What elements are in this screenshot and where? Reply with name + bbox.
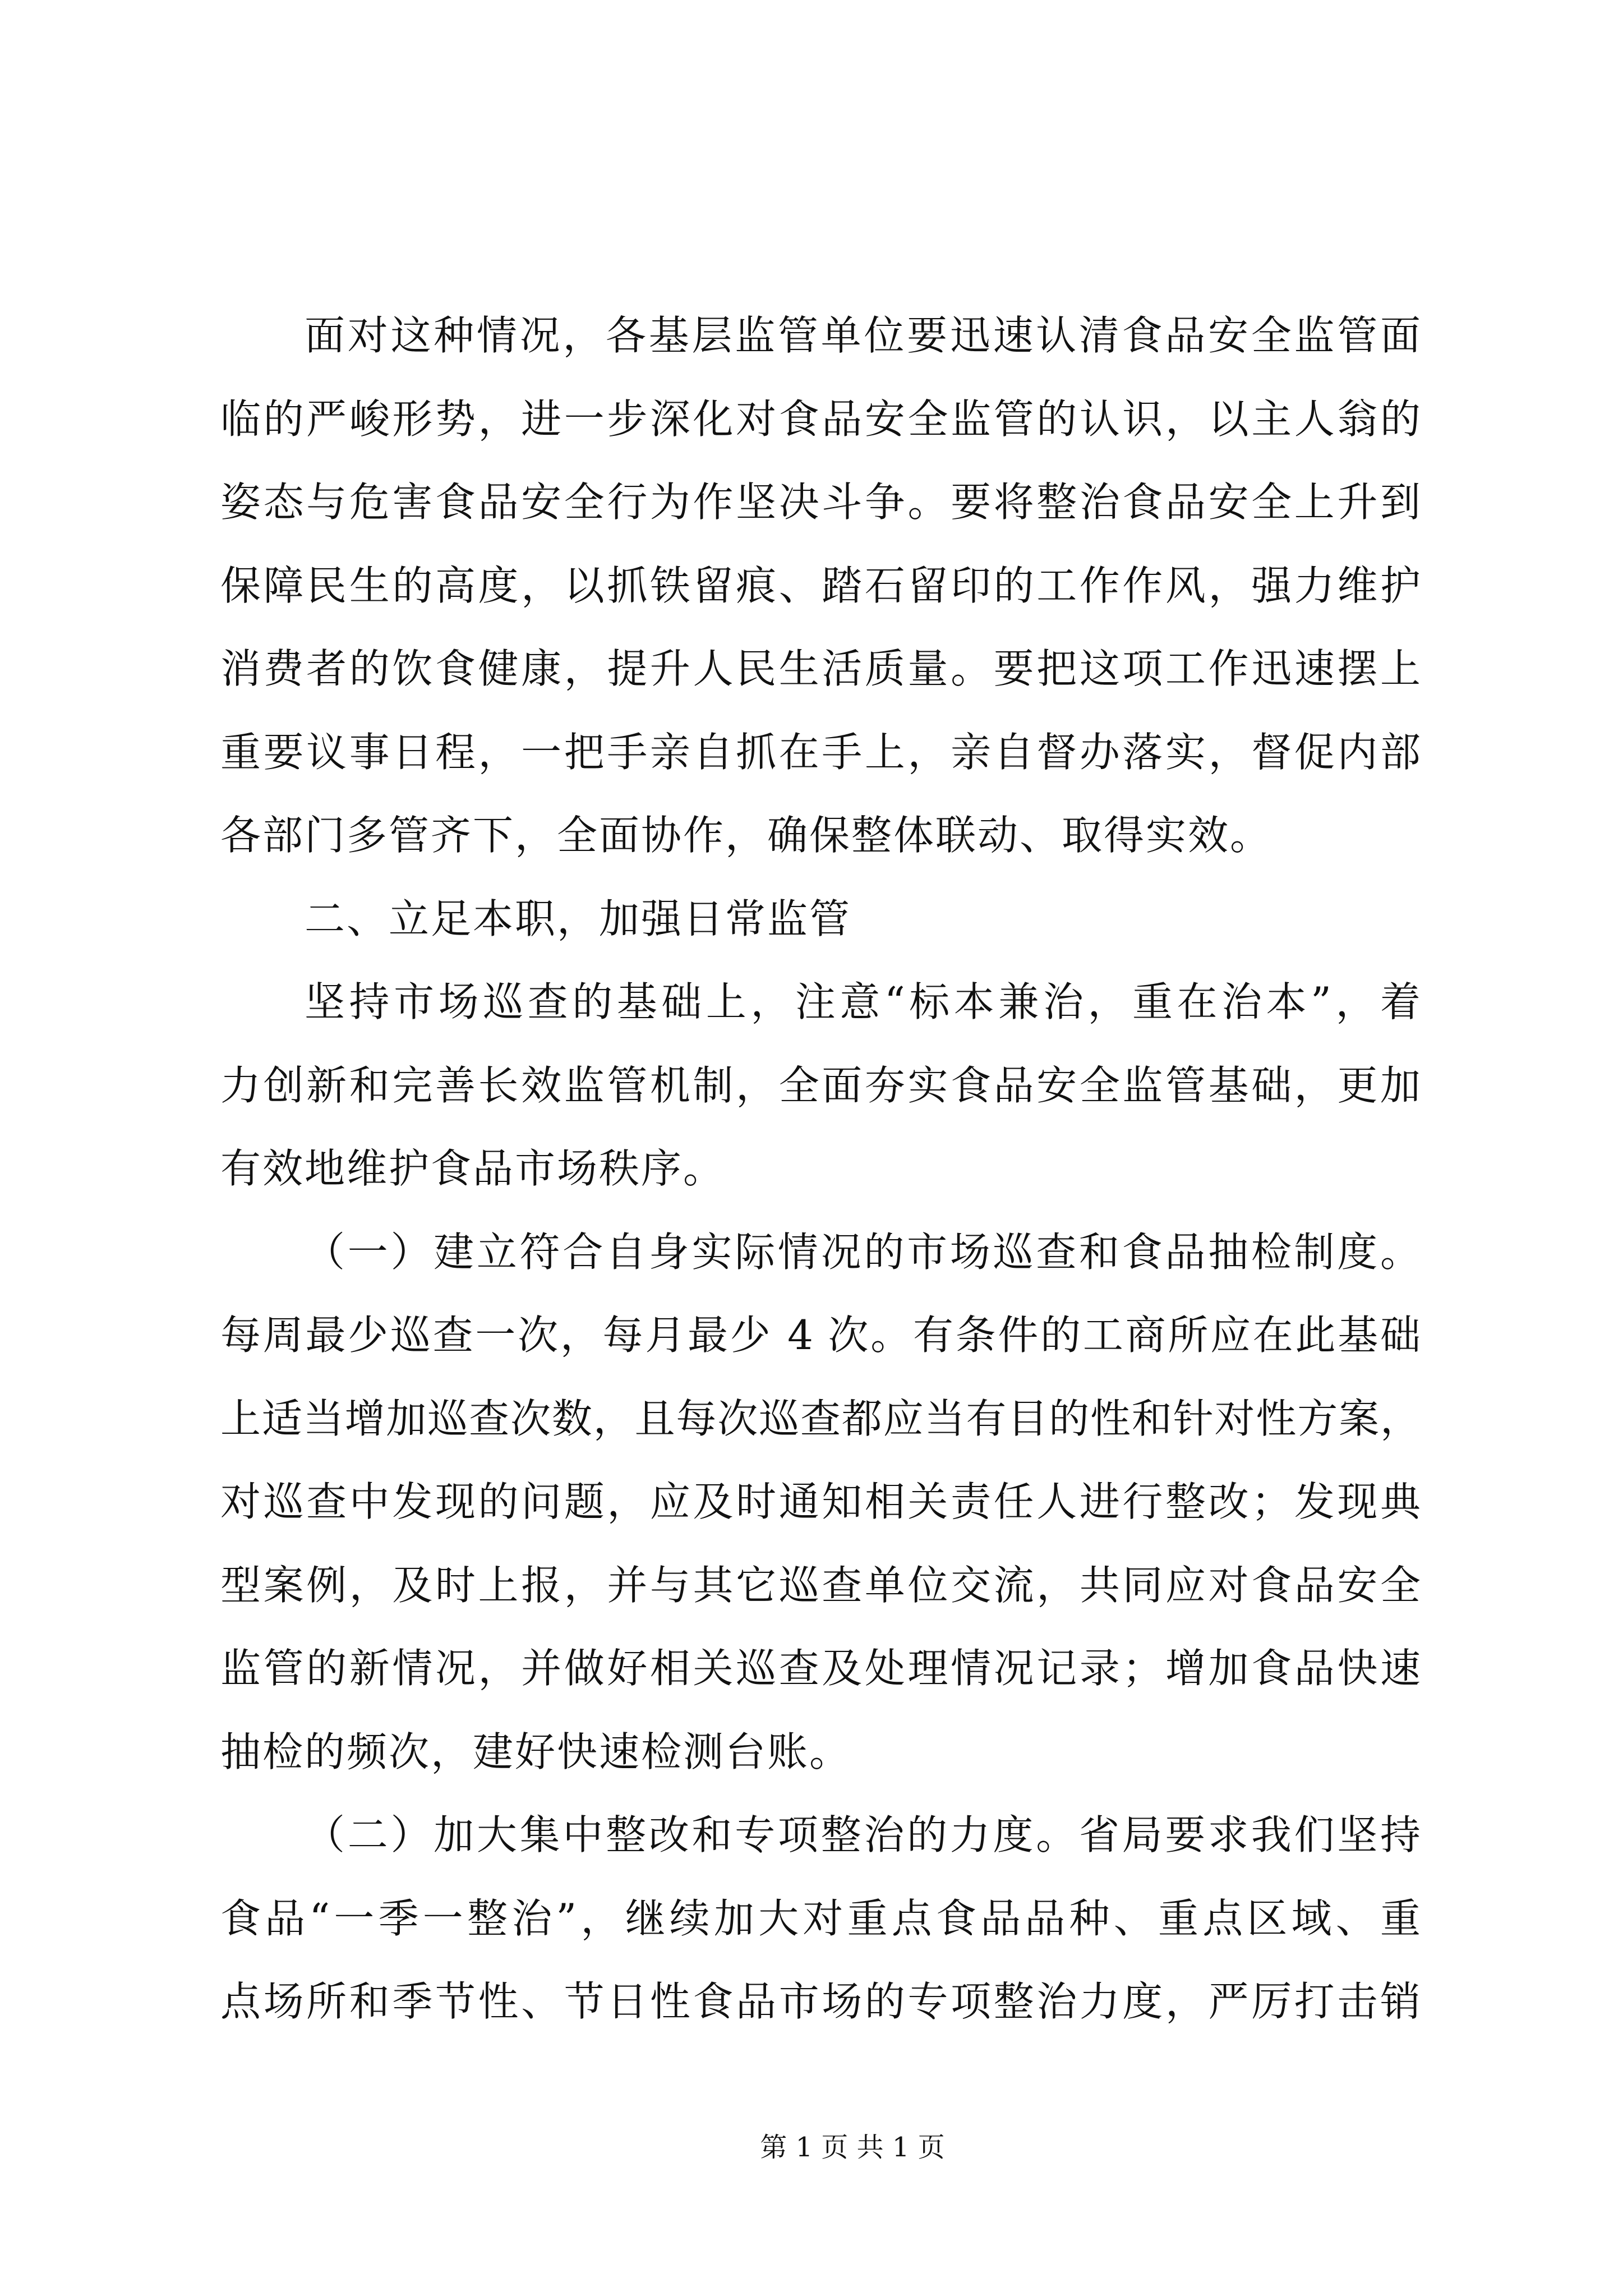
text-line: （二）加大集中整改和专项整治的力度。省局要求我们坚持: [305, 1811, 1421, 1858]
paragraph-item-1: [220, 1211, 1421, 1794]
document-body: [220, 294, 1421, 2044]
text-line: （一）建立符合自身实际情况的市场巡查和食品抽检制度。: [305, 1228, 1421, 1276]
text-line: 抽检的频次，建好快速检测台账。: [220, 1728, 852, 1775]
section-heading: [220, 877, 1421, 961]
text-line: 各部门多管齐下，全面协作，确保整体联动、取得实效。: [220, 812, 1272, 859]
text-line: 坚持市场巡查的基础上，注意“标本兼治，重在治本”，着: [305, 978, 1421, 1025]
paragraph-section-intro: [220, 960, 1421, 1211]
text-line: 力创新和完善长效监管机制，全面夯实食品安全监管基础，更加: [220, 1061, 1421, 1109]
text-line: 上适当增加巡查次数，且每次巡查都应当有目的性和针对性方案，: [220, 1395, 1421, 1442]
text-line: 消费者的饮食健康，提升人民生活质量。要把这项工作迅速摆上: [220, 645, 1421, 692]
text-line: 临的严峻形势，进一步深化对食品安全监管的认识，以主人翁的: [220, 395, 1421, 443]
page-number: 第 1 页 共 1 页: [760, 2132, 945, 2163]
text-line: 有效地维护食品市场秩序。: [220, 1145, 726, 1192]
text-line: 型案例，及时上报，并与其它巡查单位交流，共同应对食品安全: [220, 1561, 1421, 1609]
paragraph-item-2: [220, 1793, 1421, 2044]
text-line: 点场所和季节性、节日性食品市场的专项整治力度，严厉打击销: [220, 1978, 1421, 2025]
paragraph-intro: [220, 294, 1421, 877]
text-line: 对巡查中发现的问题，应及时通知相关责任人进行整改；发现典: [220, 1478, 1421, 1525]
section-heading-text: 二、立足本职，加强日常监管: [305, 895, 852, 942]
text-line: 监管的新情况，并做好相关巡查及处理情况记录；增加食品快速: [220, 1645, 1421, 1692]
text-line: 食品“一季一整治”，继续加大对重点食品品种、重点区域、重: [220, 1894, 1421, 1942]
text-line: 重要议事日程，一把手亲自抓在手上，亲自督办落实，督促内部: [220, 728, 1421, 776]
text-line: 面对这种情况，各基层监管单位要迅速认清食品安全监管面: [305, 312, 1421, 359]
text-line: 姿态与危害食品安全行为作坚决斗争。要将整治食品安全上升到: [220, 478, 1421, 526]
text-line: 保障民生的高度，以抓铁留痕、踏石留印的工作作风，强力维护: [220, 562, 1421, 609]
text-line: 每周最少巡查一次，每月最少 4 次。有条件的工商所应在此基础: [220, 1312, 1421, 1359]
